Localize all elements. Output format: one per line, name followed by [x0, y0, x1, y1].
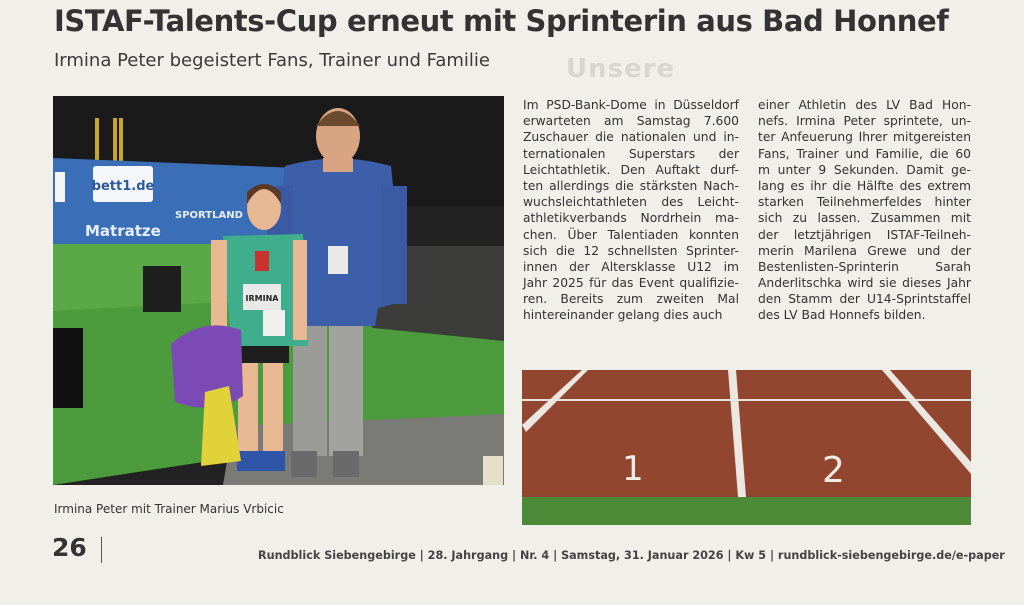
banner-bett1: bett1.de: [91, 179, 155, 194]
track-photo: [522, 370, 971, 525]
article-text-line: Leichtathletik. Den Auftakt durf-: [523, 162, 739, 177]
article-text-line: sich zu lassen. Zusammen mit: [758, 211, 971, 226]
article-text-line: merin Marilena Grewe und der: [758, 243, 971, 258]
article-text-line: Zuschauer die nationalen und in-: [523, 130, 739, 145]
article-text-line: Im PSD-Bank-Dome in Düsseldorf: [523, 98, 739, 112]
article-subheadline: Irmina Peter begeistert Fans, Trainer und Familie: [54, 50, 490, 71]
article-text-line: hintereinander gelang dies auch: [523, 308, 723, 323]
article-text-line: innen der Altersklasse U12 im: [523, 259, 739, 274]
article-column-2: [758, 97, 971, 324]
page-number: 26: [52, 533, 87, 562]
track-illustration: [522, 370, 971, 525]
article-text-line: Jahr 2025 für das Event qualifizie-: [523, 276, 739, 291]
article-text-line: lang es ihr die Hälfte des extrem: [758, 178, 971, 193]
article-text-line: erwarteten am Samstag 7.600: [523, 114, 739, 129]
banner-matratze: Matratze: [85, 222, 161, 240]
article-text-line: ternationalen Superstars der: [523, 146, 739, 161]
article-text-line: einer Athletin des LV Bad Hon-: [758, 98, 971, 112]
article-text-line: ren. Bereits zum zweiten Mal: [523, 292, 739, 307]
article-headline: ISTAF-Talents-Cup erneut mit Sprinterin aus Bad Honnef: [54, 4, 949, 38]
lane-number-1: 1: [622, 449, 644, 489]
photo-illustration: [53, 96, 504, 485]
bib-name: IRMINA: [245, 294, 279, 303]
article-text-line: den Stamm der U14-Sprintstaffel: [758, 292, 971, 307]
article-text-line: Anderlitschka wird sie dieses Jahr: [758, 276, 971, 291]
publication-line: Rundblick Siebengebirge | 28. Jahrgang | Nr. 4 | Samstag, 31. Januar 2026 | Kw 5 | rundblick-siebengebirge.de/e-paper: [258, 549, 1005, 562]
article-text-line: sich die 12 schnellsten Sprinter-: [523, 243, 739, 258]
article-text-line: athletikverbands Nordrhein ma-: [523, 211, 739, 226]
article-column-1: [523, 97, 739, 324]
lane-number-2: 2: [822, 450, 845, 491]
article-text-line: ten allerdings die stärksten Nach-: [523, 178, 739, 193]
article-text-line: starken Teilnehmerfeldes hinter: [758, 195, 971, 210]
banner-sportland: SPORTLAND: [175, 210, 243, 221]
article-text-line: der letztjährigen ISTAF-Teilneh-: [758, 227, 971, 242]
article-text-line: Fans, Trainer und Familie, die 60: [758, 146, 971, 161]
article-text-line: chen. Über Talentiaden konnten: [523, 227, 739, 242]
infield-grass: [522, 497, 971, 525]
background-ghost-text: Unsere: [566, 54, 676, 84]
article-text-line: Bestenlisten-Sprinterin Sarah: [758, 259, 971, 274]
article-text-line: des LV Bad Honnefs bilden.: [758, 308, 926, 323]
footer-divider: [101, 537, 102, 563]
article-text-line: wuchsleichtathleten des Leicht-: [523, 195, 739, 210]
photo-caption: Irmina Peter mit Trainer Marius Vrbicic: [54, 502, 284, 516]
article-photo: [53, 96, 504, 485]
article-text-line: m unter 9 Sekunden. Damit ge-: [758, 162, 971, 177]
article-text-line: ter Anfeuerung Ihrer mitgereisten: [758, 130, 971, 145]
article-text-line: nefs. Irmina Peter sprintete, un-: [758, 114, 971, 129]
